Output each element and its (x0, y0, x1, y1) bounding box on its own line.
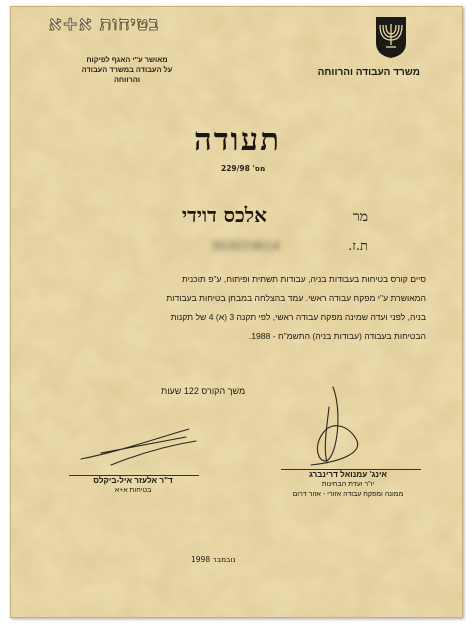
certificate-title: תעודה (193, 122, 282, 158)
body-line: המאושרת ע"י מפקח עבודה ראשי. עמד בהצלחה במבחן בטיחות בעבודות (166, 293, 426, 303)
right-signature-icon (311, 387, 358, 465)
approval-line: מאושר ע"י האגף לפיקוח (86, 55, 168, 64)
recipient-name: אלכס דוידי (181, 203, 267, 227)
id-value: 303033614 (211, 239, 280, 253)
right-signatory-role: יו"ר ועדת הבחינות (321, 481, 375, 488)
certificate-frame (10, 6, 463, 618)
honorific: מר (352, 209, 368, 225)
certificate-body (41, 270, 426, 346)
course-duration: משך הקורס 122 שעות (161, 386, 246, 396)
left-signature-icon (81, 429, 196, 465)
certificate-number-value: 229/98 (221, 164, 250, 173)
approval-note (67, 55, 187, 85)
approval-line: על העבודה במשרד העבודה (81, 65, 173, 74)
body-line: סיים קורס בטיחות בעבודות בניה, עבודות תשתית ופיתוח, ע"פ תוכנית (181, 274, 426, 284)
left-signatory-role: בטיחות א+א (114, 487, 152, 494)
right-signatory-role: ממונה ומפקח עבודה אזורי - אזור דרום (292, 490, 404, 498)
left-signatory-name: ד"ר אלעזר איל-ביקלס (93, 476, 173, 485)
right-signature-block (273, 469, 423, 499)
issue-date: נובמבר 1998 (191, 555, 236, 564)
right-signatory-name: אינג' עמנואל דרינברג (308, 470, 388, 479)
certificate-number-label: מס' (252, 164, 266, 173)
id-label: ת.ז. (348, 239, 368, 254)
left-signature-block (63, 475, 203, 496)
company-logo: בטיחות א+א (49, 13, 160, 35)
body-line: בניה, לפני ועדה שמינה מפקח עבודה ראשי, לפי תקנה 3 (א) 4 של תקנות (170, 312, 426, 322)
approval-line: והרווחה (113, 75, 141, 84)
ministry-name: משרד העבודה והרווחה (317, 67, 420, 78)
signature-strokes (11, 367, 463, 477)
certificate-number (221, 164, 265, 173)
menorah-emblem-icon (374, 15, 408, 59)
body-line: הבטיחות בעבודה (עבודות בניה) התשמ"ח - 1988. (248, 331, 426, 341)
